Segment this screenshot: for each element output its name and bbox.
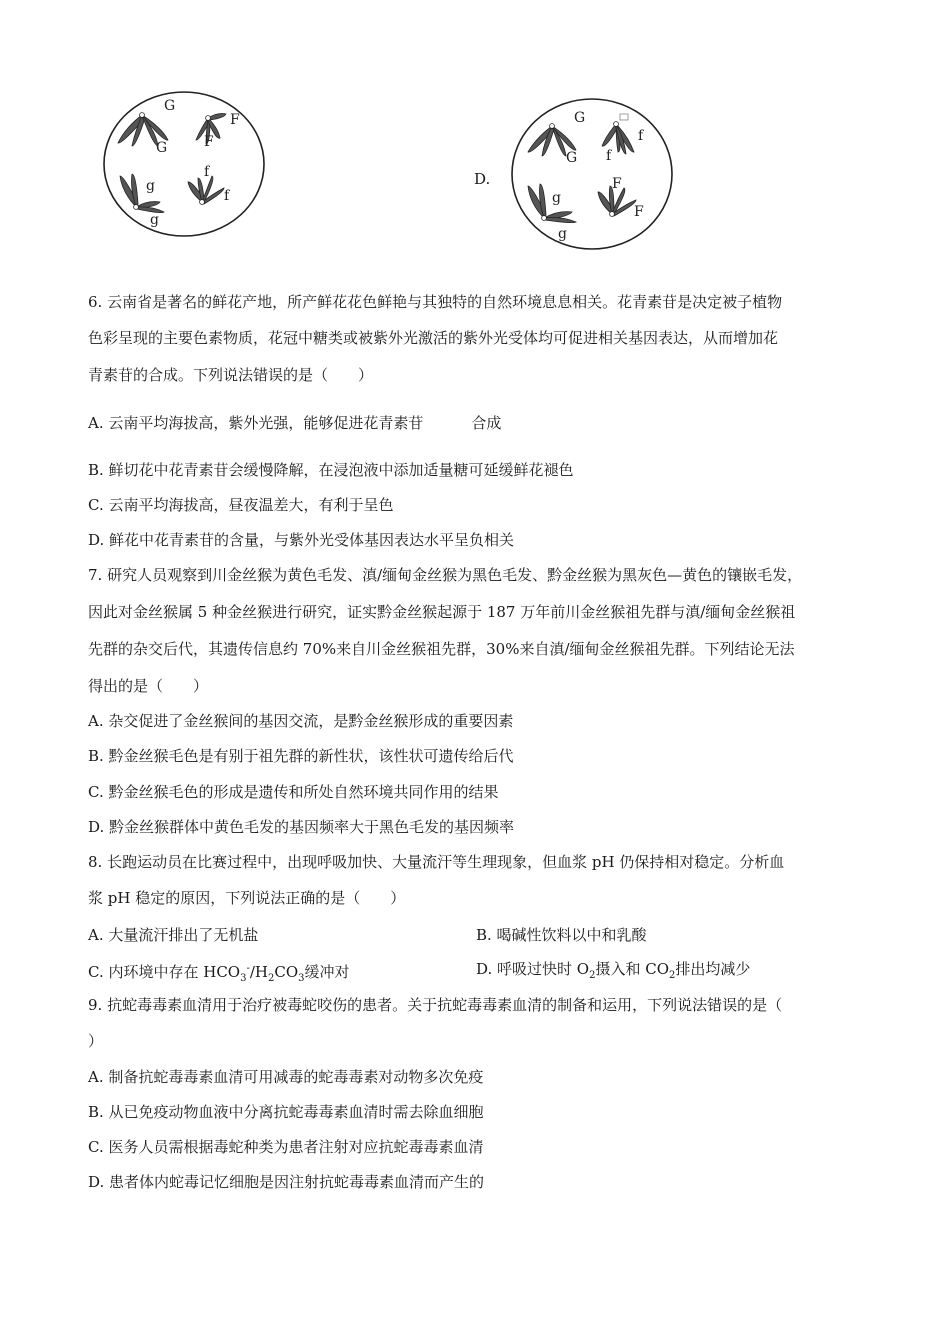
q8-stem-line-2: 浆 pH 稳定的原因，下列说法正确的是（ ） [88, 889, 406, 907]
label-g-lower-1: g [146, 178, 155, 194]
chromosome-pair-gg-lower [120, 174, 164, 213]
q7-stem-line-3: 先群的杂交后代，其遗传信息约 70%来自川金丝猴祖先群，30%来自滇/缅甸金丝猴祖先群。下列结论无法 [88, 640, 795, 658]
q6-option-b: B. 鲜切花中花青素苷会缓慢降解，在浸泡液中添加适量糖可延缓鲜花褪色 [88, 461, 574, 479]
q7-stem-line-1: 7. 研究人员观察到川金丝猴为黄色毛发、滇/缅甸金丝猴为黑色毛发、黔金丝猴为黑灰色—黄色的镶嵌毛发， [88, 566, 803, 584]
q8-c-sup: - [246, 963, 250, 974]
label-f-lower-1: F [612, 176, 622, 192]
option-d-label: D. [474, 170, 491, 188]
cell-diagram-d [508, 92, 678, 254]
chromosome-pair-ff-lower [188, 176, 224, 204]
q9-option-c: C. 医务人员需根据毒蛇种类为患者注射对应抗蛇毒毒素血清 [88, 1138, 484, 1156]
q6-option-a [88, 413, 501, 433]
label-f-upper-2: F [204, 134, 214, 150]
label-f-upper-1: f [638, 128, 644, 144]
q9-stem-line-1: 9. 抗蛇毒毒素血清用于治疗被毒蛇咬伤的患者。关于抗蛇毒毒素血清的制备和运用，下列说法错误的是（ [88, 996, 783, 1014]
label-g-lower-2: g [558, 226, 567, 242]
q8-d-text-3: 排出均减少 [675, 960, 751, 978]
label-f-lower-2: f [224, 188, 230, 204]
q7-stem-line-2: 因此对金丝猴属 5 种金丝猴进行研究，证实黔金丝猴起源于 187 万年前川金丝猴祖先群与滇/缅甸金丝猴祖 [88, 603, 796, 621]
q8-c-text-4: 缓冲对 [304, 963, 350, 981]
label-g-upper-1: G [574, 110, 586, 126]
label-g-upper-2: G [566, 150, 578, 166]
q6-option-a-part2: 合成 [471, 414, 502, 432]
q8-d-sub-1: 2 [589, 970, 596, 981]
q7-option-b: B. 黔金丝猴毛色是有别于祖先群的新性状，该性状可遗传给后代 [88, 747, 514, 765]
q7-stem-line-4: 得出的是（ ） [88, 677, 209, 695]
q8-option-d [476, 959, 750, 986]
q8-c-sub-2: 2 [268, 973, 275, 984]
q8-d-sub-2: 2 [669, 970, 676, 981]
q8-c-text-2: /H [249, 963, 269, 981]
label-f-lower-1: f [204, 164, 210, 180]
q8-stem-line-1: 8. 长跑运动员在比赛过程中，出现呼吸加快、大量流汗等生理现象，但血浆 pH 仍保持相对稳定。分析血 [88, 853, 785, 871]
q7-option-d: D. 黔金丝猴群体中黄色毛发的基因频率大于黑色毛发的基因频率 [88, 818, 515, 836]
q8-option-b: B. 喝碱性饮料以中和乳酸 [476, 926, 647, 944]
label-g-lower-2: g [150, 212, 159, 228]
q6-stem-line-1: 6. 云南省是著名的鲜花产地，所产鲜花花色鲜艳与其独特的自然环境息息相关。花青素苷是决定被子植物 [88, 293, 783, 311]
q9-option-b: B. 从已免疫动物血液中分离抗蛇毒毒素血清时需去除血细胞 [88, 1103, 484, 1121]
label-f-upper-2: f [606, 148, 612, 164]
q8-c-text-3: CO [274, 963, 299, 981]
label-g-upper-1: G [164, 98, 176, 114]
q8-option-a: A. 大量流汗排出了无机盐 [88, 926, 259, 944]
label-f-upper-1: F [230, 112, 240, 128]
q9-option-d: D. 患者体内蛇毒记忆细胞是因注射抗蛇毒毒素血清而产生的 [88, 1173, 485, 1191]
q9-option-a: A. 制备抗蛇毒毒素血清可用减毒的蛇毒毒素对动物多次免疫 [88, 1068, 484, 1086]
q6-stem-line-3: 青素苷的合成。下列说法错误的是（ ） [88, 366, 374, 384]
label-f-lower-2: F [634, 204, 644, 220]
q6-option-c: C. 云南平均海拔高，昼夜温差大，有利于呈色 [88, 496, 394, 514]
q8-c-sub-1: 3 [240, 973, 247, 984]
q9-stem-line-2: ） [88, 1032, 104, 1050]
q8-d-text-1: D. 呼吸过快时 O [476, 960, 590, 978]
q8-c-sub-3: 3 [298, 973, 305, 984]
label-g-upper-2: G [156, 140, 168, 156]
q7-option-c: C. 黔金丝猴毛色的形成是遗传和所处自然环境共同作用的结果 [88, 783, 499, 801]
q6-option-d: D. 鲜花中花青素苷的含量，与紫外光受体基因表达水平呈负相关 [88, 531, 515, 549]
q6-stem-line-2: 色彩呈现的主要色素物质，花冠中糖类或被紫外光激活的紫外光受体均可促进相关基因表达，从而增加花 [88, 329, 779, 347]
q6-option-a-part1: A. 云南平均海拔高，紫外光强，能够促进花青素苷 [88, 414, 424, 432]
q7-option-a: A. 杂交促进了金丝猴间的基因交流，是黔金丝猴形成的重要因素 [88, 712, 514, 730]
cell-diagram-c [100, 88, 270, 240]
q8-option-c [88, 959, 350, 989]
q8-c-text-1: C. 内环境中存在 HCO [88, 963, 241, 981]
q8-d-text-2: 摄入和 CO [595, 960, 670, 978]
label-g-lower-1: g [552, 190, 561, 206]
